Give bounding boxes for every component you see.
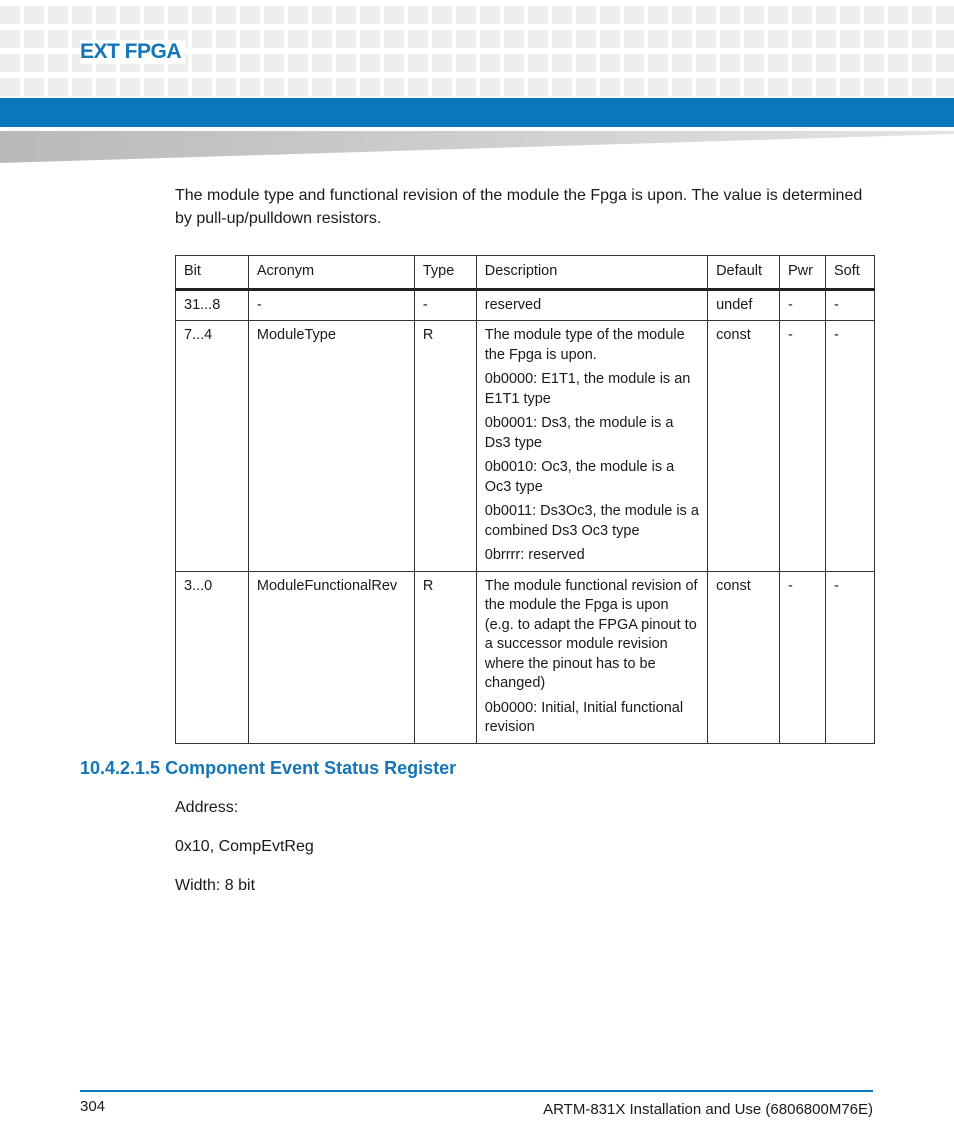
- address-value: 0x10, CompEvtReg: [175, 838, 314, 855]
- pwr-cell: -: [780, 321, 826, 572]
- bit-cell: 7...4: [176, 321, 249, 572]
- pwr-cell: -: [780, 289, 826, 321]
- table-row: [176, 571, 875, 743]
- register-width: Width: 8 bit: [175, 877, 256, 894]
- type-cell: R: [414, 571, 476, 743]
- column-header: Bit: [176, 256, 249, 290]
- soft-cell: -: [825, 571, 874, 743]
- type-cell: -: [414, 289, 476, 321]
- default-cell: undef: [708, 289, 780, 321]
- type-cell: R: [414, 321, 476, 572]
- bit-cell: 31...8: [176, 289, 249, 321]
- description-line: 0b0000: E1T1, the module is an E1T1 type: [484, 371, 691, 407]
- soft-cell: -: [825, 321, 874, 572]
- description-line: 0b0010: Oc3, the module is a Oc3 type: [484, 459, 675, 495]
- column-header: Soft: [825, 256, 874, 290]
- description-line: 0b0001: Ds3, the module is a Ds3 type: [484, 415, 674, 451]
- table-row: [176, 289, 875, 321]
- description-line: 0b0011: Ds3Oc3, the module is a combined Ds3 Oc3 type: [484, 503, 699, 539]
- column-header: Type: [414, 256, 476, 290]
- pwr-cell: -: [780, 571, 826, 743]
- acronym-cell: -: [248, 289, 414, 321]
- footer-rule: [80, 1090, 873, 1092]
- description-line: The module type of the module the Fpga is upon.: [484, 327, 685, 363]
- description-cell: [476, 571, 707, 743]
- header-blue-bar: [0, 98, 954, 127]
- acronym-cell: ModuleType: [248, 321, 414, 572]
- address-label: Address:: [175, 799, 239, 816]
- column-header: Pwr: [780, 256, 826, 290]
- acronym-cell: ModuleFunctionalRev: [248, 571, 414, 743]
- description-line: reserved: [484, 296, 542, 313]
- intro-paragraph: The module type and functional revision of the module the Fpga is upon. The value is determined by pull-up/pulldown resistors.: [175, 187, 863, 227]
- description-line: 0brrrr: reserved: [484, 547, 585, 563]
- table-row: [176, 321, 875, 572]
- column-header: Default: [708, 256, 780, 290]
- column-header: Description: [476, 256, 707, 290]
- page-number: 304: [80, 1098, 106, 1115]
- chapter-title: EXT FPGA: [80, 40, 185, 64]
- header-grey-wedge: [0, 131, 954, 163]
- default-cell: const: [708, 321, 780, 572]
- description-line: 0b0000: Initial, Initial functional revision: [484, 699, 684, 735]
- bit-cell: 3...0: [176, 571, 249, 743]
- description-cell: [476, 321, 707, 572]
- document-title: ARTM-831X Installation and Use (6806800M76E): [543, 1101, 873, 1118]
- description-cell: [476, 289, 707, 321]
- default-cell: const: [708, 571, 780, 743]
- section-heading: 10.4.2.1.5 Component Event Status Register: [80, 758, 457, 778]
- soft-cell: -: [825, 289, 874, 321]
- description-line: The module functional revision of the module the Fpga is upon (e.g. to adapt the FPGA pinout to a successor module revision where the pinout has to be changed): [484, 577, 698, 691]
- table-header-row: [176, 256, 875, 290]
- column-header: Acronym: [248, 256, 414, 290]
- register-table: [175, 255, 875, 744]
